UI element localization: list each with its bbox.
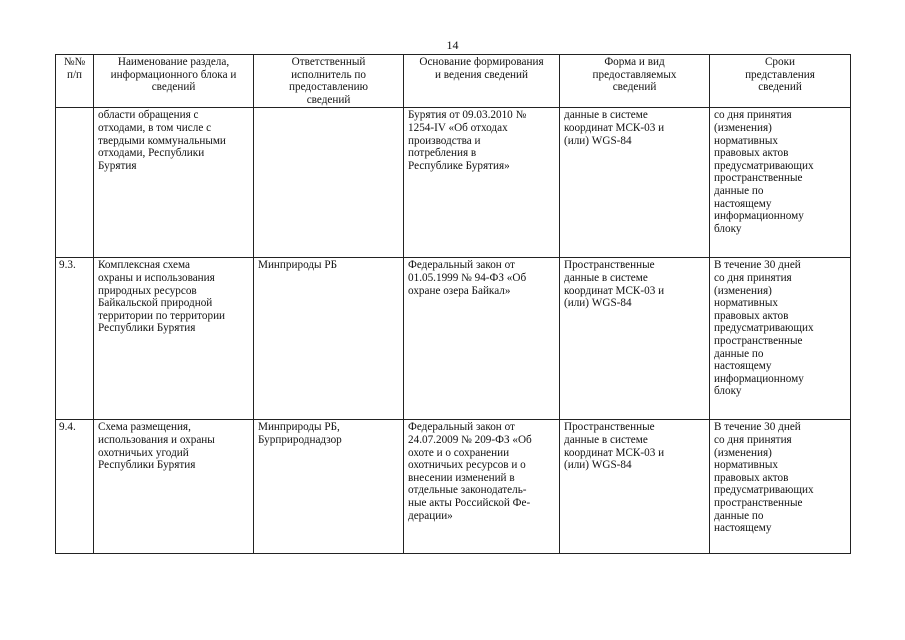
row-form: данные в системе координат МСК-03 и (или) WGS-84 (560, 108, 710, 258)
row-terms: со дня принятия (изменения) нормативных правовых актов предусматривающих пространственные данные по настоящему информационному блоку (710, 108, 851, 258)
table-row (56, 108, 851, 258)
page-number: 14 (446, 38, 459, 52)
row-basis: Бурятия от 09.03.2010 № 1254-IV «Об отходах производства и потребления в Республике Бурятия» (404, 108, 560, 258)
row-section-name: области обращения с отходами, в том числе с твердыми коммунальными отходами, Республики Бурятия (94, 108, 254, 258)
row-number: 9.3. (56, 258, 94, 420)
header-terms: Сроки представления сведений (710, 55, 851, 108)
registry-table (55, 54, 851, 554)
row-terms: В течение 30 дней со дня принятия (изменения) нормативных правовых актов предусматривающих пространственные данные по настоящему информационному блоку (710, 258, 851, 420)
row-executor (254, 108, 404, 258)
table-row (56, 258, 851, 420)
row-number: 9.4. (56, 420, 94, 554)
row-basis: Федеральный закон от 24.07.2009 № 209-ФЗ «Об охоте и о сохранении охотничьих ресурсов и о внесении изменений в отдельные законодатель- ные акты Российской Фе- дерации» (404, 420, 560, 554)
header-form: Форма и вид предоставляемых сведений (560, 55, 710, 108)
row-section-name: Схема размещения, использования и охраны охотничьих угодий Республики Бурятия (94, 420, 254, 554)
row-section-name: Комплексная схема охраны и использования природных ресурсов Байкальской природной территории по территории Республики Бурятия (94, 258, 254, 420)
header-basis: Основание формирования и ведения сведений (404, 55, 560, 108)
header-executor: Ответственный исполнитель по предоставлению сведений (254, 55, 404, 108)
row-terms: В течение 30 дней со дня принятия (изменения) нормативных правовых актов предусматривающих пространственные данные по настоящему (710, 420, 851, 554)
row-form: Пространственные данные в системе координат МСК-03 и (или) WGS-84 (560, 258, 710, 420)
row-form: Пространственные данные в системе координат МСК-03 и (или) WGS-84 (560, 420, 710, 554)
row-executor: Минприроды РБ, Бурприроднадзор (254, 420, 404, 554)
row-basis: Федеральный закон от 01.05.1999 № 94-ФЗ «Об охране озера Байкал» (404, 258, 560, 420)
header-number: №№ п/п (56, 55, 94, 108)
header-section-name: Наименование раздела, информационного блока и сведений (94, 55, 254, 108)
table-row (56, 420, 851, 554)
table-header-row (56, 55, 851, 108)
row-number (56, 108, 94, 258)
row-executor: Минприроды РБ (254, 258, 404, 420)
